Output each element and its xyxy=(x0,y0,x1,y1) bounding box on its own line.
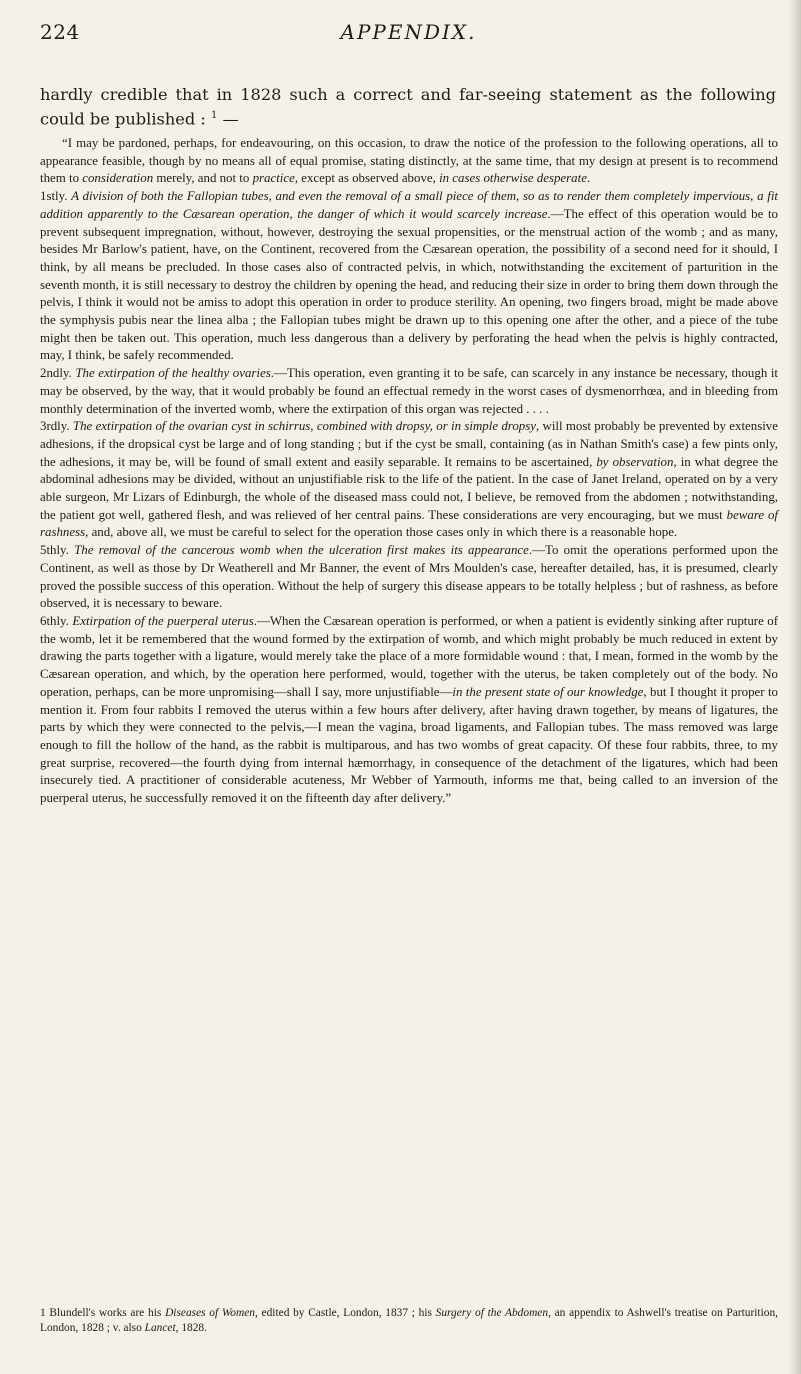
text-run: .—When the Cæsarean operation is performed, or when a patient is evidently sinking after rupture of the womb, let it be remembered that the wound formed by the extirpation of womb, and which might probably be much reduced in extent by drawing the parts together with a ligature, would merely take the place of a more formidable wound : that, I mean, formed in the womb by the Cæsarean operation, and which, by the operation here performed, would, together with the uterus, be taken completely out of the body. No operation, perhaps, can be more unpromising—shall I say, more unjustifiable— xyxy=(40,613,779,699)
text-run: “I may be pardoned, perhaps, for endeavouring, on this occasion, to draw the notice of the profession to the following operations, all to appearance feasible, though by no means all of equal promise, stating distinctly, at the same time, that my design at present is to recommend them to xyxy=(40,136,778,186)
item-heading: A division of both the Fallopian tubes, and even the removal of a small piece of them, so as to render them completely impervious, a fit addition apparently to the Cæsarean operation, the danger of which it would scarcely increase xyxy=(40,189,778,221)
item-number: 1stly. xyxy=(40,189,72,204)
text-run: , will most probably be prevented by extensive adhesions, if the dropsical cyst be large and of long standing ; but if the cyst be small, containing (as in Nathan Smith's case) a few pints only, the adhesions, it may be, will be found of small extent and easily separable. It remains to be ascertained, xyxy=(40,419,778,469)
text-run: .—The effect of this operation would be to prevent subsequent impregnation, without, however, destroying the sexual propensities, or the menstrual action of the womb ; and as many, besides Mr Barlow's patient, have, on the Continent, recovered from the Cæsarean operation, the possibility of a second need for it should, I think, by all means be precluded. In those cases also of contracted pelvis, in which, notwithstanding the excitement of parturition in the seventh month, it is still necessary to destroy the children by opening the head, and reducing their size in order to bring them down through the pelvis, I think it would not be amiss to adopt this operation in order to produce sterility. An opening, two fingers broad, might be made above the symphysis pubis near the linea alba ; the Fallopian tubes might be drawn up to this opening one after the other, and a piece of the tube might then be taken out. This operation, much less dangerous than a delivery by perforating the head when the pelvis is highly contracted, may, I think, be safely recommended. xyxy=(40,206,778,363)
text-run: , 1828. xyxy=(175,1322,207,1334)
book-title: Surgery of the Abdomen xyxy=(435,1307,549,1319)
item-heading: The removal of the cancerous womb when the ulceration first makes its appearance xyxy=(74,543,529,558)
text-run: , except as observed above, xyxy=(294,171,440,186)
text-run: , an appendix to Ashwell's treatise on Parturition, London, 1828 ; v. also xyxy=(40,1307,778,1334)
item-number: 6thly. xyxy=(40,613,73,628)
item-heading: The extirpation of the healthy ovaries xyxy=(75,366,271,381)
quote-paragraph-second xyxy=(40,365,778,418)
emphasis: in cases otherwise desperate xyxy=(439,171,587,186)
emphasis: practice xyxy=(252,171,295,186)
text-run: , but I thought it proper to mention it. From four rabbits I removed the uterus within a few hours after delivery, after having drawn together, by means of ligatures, the parts by which they were connected to the pelvis,—I mean the vagina, broad ligaments, and Fallopian tubes. The mass removed was large enough to fill the hollow of the hand, as the rabbit is multiparous, and has two wombs of great capacity. Of these four rabbits, three, to my great surprise, recovered—the fourth dying from internal hæmorrhagy, in consequence of the detachment of the ligatures, which had been insecurely tied. A practitioner of considerable acuteness, Mr Webber of Yarmouth, informs me that, being called to an inversion of the puerperal uterus, he successfully removed it on the fifteenth day after delivery.” xyxy=(40,684,778,806)
page-number: 224 xyxy=(40,20,80,44)
text-run: merely, and not to xyxy=(153,171,253,186)
footnote xyxy=(40,1306,778,1336)
page-edge-shadow xyxy=(789,0,801,1374)
text-run: . xyxy=(586,171,591,186)
quote-paragraph-first xyxy=(40,188,778,365)
emphasis: in the present state of our knowledge xyxy=(452,684,644,699)
item-heading: Extirpation of the puerperal uterus xyxy=(72,613,254,628)
text-run: 1 Blundell's works are his xyxy=(40,1307,166,1319)
intro-text: hardly credible that in 1828 such a correct and far-seeing statement as the following could be published : xyxy=(40,85,776,129)
book-title: Diseases of Women xyxy=(165,1307,255,1319)
text-run: , edited by Castle, London, 1837 ; his xyxy=(254,1307,436,1319)
item-number: 3rdly. xyxy=(40,419,73,434)
text-run: , and, above all, we must be careful to select for the operation those cases only in which there is a reasonable hope. xyxy=(85,525,678,540)
journal-title: Lancet xyxy=(144,1322,176,1334)
quote-paragraph-opening xyxy=(40,135,778,188)
blundell-quotation xyxy=(40,135,778,808)
running-head: APPENDIX. xyxy=(340,20,477,44)
quote-paragraph-fifth xyxy=(40,542,778,613)
page-header xyxy=(40,20,777,50)
intro-paragraph xyxy=(40,84,776,129)
quote-paragraph-sixth xyxy=(40,613,778,808)
item-number: 5thly. xyxy=(40,543,75,558)
text-run: .—To omit the operations performed upon the Continent, as well as those by Dr Weatherell and Mr Banner, the event of Mrs Moulden's case, hereafter detailed, has, it is presumed, clearly proved the possible success of this operation. Without the help of surgery this disease appears to be totally helpless ; but of rashness, as before observed, it is necessary to beware. xyxy=(40,543,779,611)
emphasis: by observation xyxy=(596,454,674,469)
emphasis: beware of rashness xyxy=(40,507,778,540)
quote-paragraph-third xyxy=(40,418,778,542)
footnote-reference: 1 xyxy=(210,110,218,121)
item-heading: The extirpation of the ovarian cyst in schirrus, combined with dropsy, or in simple dropsy xyxy=(72,419,536,434)
text-run: , in what degree the abdominal adhesions may be divided, without an unjustifiable risk to the life of the patient. In the case of Janet Ireland, operated on by a very able surgeon, Mr Lizars of Edinburgh, the whole of the diseased mass could not, I believe, be removed from the abdomen ; notwithstanding, the patient got well, gathered flesh, and was relieved of her central pains. These considerations are very encouraging, but we must xyxy=(40,454,778,522)
text-run: .—This operation, even granting it to be safe, can scarcely in any instance be necessary, though it may be observed, by the way, that it would probably be found an effectual remedy in the worst cases of dysmenorrhœa, and in bleeding from monthly determination of the inverted womb, where the extirpation of this organ was rejected . . . . xyxy=(40,366,778,416)
intro-dash: — xyxy=(217,109,239,129)
emphasis: consideration xyxy=(82,171,154,186)
item-number: 2ndly. xyxy=(40,366,76,381)
